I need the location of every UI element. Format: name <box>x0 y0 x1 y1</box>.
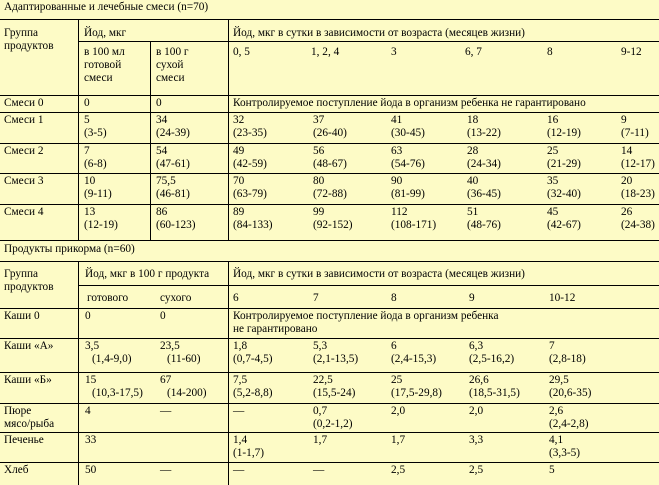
table-cell: (6-8) <box>84 158 107 170</box>
age-header: 9-12 <box>621 46 642 58</box>
rule-horizontal <box>0 261 659 262</box>
table-cell: (7-11) <box>621 127 649 139</box>
table-cell: — <box>160 464 172 476</box>
table-cell: (9-11) <box>84 188 112 200</box>
table-cell: 70 <box>233 175 245 187</box>
rule-horizontal <box>0 95 659 96</box>
row-note: Контролируемое поступление йода в организм ребенка <box>233 310 499 322</box>
row-label: Каши 0 <box>4 310 40 322</box>
table-cell: 0,7 <box>313 405 328 417</box>
rule-vertical <box>78 19 79 240</box>
table-cell: (12-19) <box>547 127 581 139</box>
table-cell: 25 <box>391 374 403 386</box>
table-cell: 26,6 <box>469 374 489 386</box>
row-label: Каши «Б» <box>4 374 52 386</box>
column-header-group: продуктов <box>4 40 54 52</box>
section-title: Адаптированные и лечебные смеси (n=70) <box>4 1 209 13</box>
table-cell: (17,5-29,8) <box>391 387 442 399</box>
table-cell: (15,5-24) <box>313 387 356 399</box>
table-cell: 5 <box>549 464 555 476</box>
table-cell: (11-60) <box>167 353 201 365</box>
rule-horizontal <box>78 41 228 42</box>
table-cell: 89 <box>233 206 245 218</box>
column-header-group: продуктов <box>4 281 54 293</box>
column-header-per-100g: сухой <box>156 59 184 71</box>
table-cell: (12-19) <box>84 219 118 231</box>
table-cell: (30-45) <box>391 127 425 139</box>
table-cell: 9 <box>621 114 627 126</box>
row-label: Смеси 3 <box>4 175 44 187</box>
table-cell: (48-67) <box>313 158 347 170</box>
table-cell: 1,7 <box>313 434 328 446</box>
table-cell: (0,7-4,5) <box>233 353 273 365</box>
table-cell: (24-38) <box>621 219 655 231</box>
table-cell: 5 <box>84 114 90 126</box>
table-cell: 1,4 <box>233 434 248 446</box>
table-cell: 40 <box>467 175 479 187</box>
table-cell: 1,7 <box>391 434 406 446</box>
table-cell: (5,2-8,8) <box>233 387 273 399</box>
row-label: мясо/рыба <box>4 418 55 430</box>
table-cell: 41 <box>391 114 403 126</box>
table-cell: (0,2-1,2) <box>313 418 353 430</box>
age-header: 3 <box>391 46 397 58</box>
row-label: Смеси 2 <box>4 145 44 157</box>
rule-horizontal <box>0 432 659 433</box>
table-cell: 26 <box>621 206 633 218</box>
age-header: 6, 7 <box>465 46 482 58</box>
table-cell: 2,0 <box>469 405 484 417</box>
table-cell: (10,3-17,5) <box>92 387 143 399</box>
row-label: Пюре <box>4 405 32 417</box>
rule-horizontal <box>0 338 659 339</box>
column-header-iodine: Йод, мкг в 100 г продукта <box>85 268 210 280</box>
table-cell: (3-5) <box>84 127 107 139</box>
section-title: Продукты прикорма (n=60) <box>4 243 135 255</box>
table-cell: (2,4-2,8) <box>549 418 589 430</box>
table-cell: 0 <box>85 310 91 322</box>
table-cell: (18,5-31,5) <box>469 387 520 399</box>
table-cell: 80 <box>313 175 325 187</box>
table-cell: (26-40) <box>313 127 347 139</box>
rule-horizontal <box>228 41 659 42</box>
table-cell: (42-67) <box>547 219 581 231</box>
table-cell: (54-76) <box>391 158 425 170</box>
table-cell: 2,5 <box>469 464 484 476</box>
table-cell: 14 <box>621 145 633 157</box>
table-cell: (32-40) <box>547 188 581 200</box>
table-cell: 99 <box>313 206 325 218</box>
table-cell: 1,8 <box>233 340 248 352</box>
column-header-per-100g: в 100 г <box>156 46 189 58</box>
age-header: 1, 2, 4 <box>311 46 340 58</box>
table-cell: 10 <box>84 175 96 187</box>
rule-horizontal <box>0 19 659 20</box>
table-cell: 7 <box>549 340 555 352</box>
column-header-daily: Йод, мкг в сутки в зависимости от возраста (месяцев жизни) <box>233 268 525 280</box>
table-cell: 6,3 <box>469 340 484 352</box>
column-header-ready: готового <box>87 292 129 304</box>
age-header: 9 <box>469 292 475 304</box>
row-label: Смеси 4 <box>4 206 44 218</box>
table-cell: (20,6-35) <box>549 387 592 399</box>
table-cell: 49 <box>233 145 245 157</box>
table-cell: 15 <box>85 374 97 386</box>
table-cell: (12-17) <box>621 158 655 170</box>
table-cell: (18-23) <box>621 188 655 200</box>
rule-vertical <box>228 261 229 485</box>
table-cell: 0 <box>156 97 162 109</box>
rule-horizontal <box>0 240 659 241</box>
column-header-per-100ml: в 100 мл <box>84 46 125 58</box>
column-header-dry: сухого <box>160 292 192 304</box>
table-cell: (63-79) <box>233 188 267 200</box>
table-cell: 63 <box>391 145 403 157</box>
table-cell: (42-59) <box>233 158 267 170</box>
table-cell: — <box>313 464 325 476</box>
table-cell: 35 <box>547 175 559 187</box>
row-note: не гарантировано <box>233 323 318 335</box>
table-cell: 3,3 <box>469 434 484 446</box>
table-cell: — <box>233 405 245 417</box>
table-cell: (72-88) <box>313 188 347 200</box>
table-cell: 2,6 <box>549 405 564 417</box>
table-cell: (2,8-18) <box>549 353 586 365</box>
table-cell: 3,5 <box>85 340 100 352</box>
table-cell: 29,5 <box>549 374 569 386</box>
table-cell: (2,5-16,2) <box>469 353 515 365</box>
table-cell: (14-200) <box>167 387 207 399</box>
table-cell: 5,3 <box>313 340 328 352</box>
table-cell: 0 <box>84 97 90 109</box>
rule-horizontal <box>0 173 659 174</box>
row-label: Каши «А» <box>4 340 54 352</box>
table-cell: 23,5 <box>160 340 180 352</box>
table-cell: (108-171) <box>391 219 437 231</box>
row-label: Смеси 0 <box>4 97 44 109</box>
age-header: 6 <box>233 292 239 304</box>
table-cell: (13-22) <box>467 127 501 139</box>
table-cell: 56 <box>313 145 325 157</box>
table-cell: 33 <box>85 434 97 446</box>
rule-horizontal <box>0 372 659 373</box>
table-cell: 45 <box>547 206 559 218</box>
table-cell: 4,1 <box>549 434 564 446</box>
table-cell: 20 <box>621 175 633 187</box>
row-label: Хлеб <box>4 464 29 476</box>
table-cell: 4 <box>85 405 91 417</box>
table-cell: 16 <box>547 114 559 126</box>
table-cell: 32 <box>233 114 245 126</box>
table-cell: 28 <box>467 145 479 157</box>
column-header-group: Группа <box>4 268 39 280</box>
table-cell: 54 <box>156 145 168 157</box>
column-header-per-100ml: готовой <box>84 59 122 71</box>
row-label: Смеси 1 <box>4 114 44 126</box>
column-header-per-100g: смеси <box>156 72 185 84</box>
table-cell: — <box>233 464 245 476</box>
table-cell: 112 <box>391 206 408 218</box>
table-cell: (46-81) <box>156 188 190 200</box>
rule-vertical <box>228 19 229 240</box>
table-cell: 18 <box>467 114 479 126</box>
table-cell: (81-99) <box>391 188 425 200</box>
table-cell: 34 <box>156 114 168 126</box>
table-cell: 2,0 <box>391 405 406 417</box>
rule-vertical <box>78 261 79 485</box>
age-header: 7 <box>313 292 319 304</box>
table-cell: (1-1,7) <box>233 447 265 459</box>
table-cell: — <box>160 405 172 417</box>
table-cell: 7,5 <box>233 374 248 386</box>
row-note: Контролируемое поступление йода в организм ребенка не гарантировано <box>233 97 586 109</box>
column-header-group: Группа <box>4 27 39 39</box>
table-cell: (1,4-9,0) <box>92 353 132 365</box>
table-cell: 50 <box>85 464 97 476</box>
rule-vertical <box>150 41 151 240</box>
table-cell: (60-123) <box>156 219 196 231</box>
rule-horizontal <box>0 112 659 113</box>
table-cell: (84-133) <box>233 219 273 231</box>
column-header-per-100ml: смеси <box>84 72 113 84</box>
table-cell: (24-34) <box>467 158 501 170</box>
table-cell: 22,5 <box>313 374 333 386</box>
table-cell: (3,3-5) <box>549 447 581 459</box>
rule-horizontal <box>0 143 659 144</box>
table-cell: 51 <box>467 206 479 218</box>
column-header-daily: Йод, мкг в сутки в зависимости от возраста (месяцев жизни) <box>233 27 525 39</box>
rule-horizontal <box>0 462 659 463</box>
table-cell: 86 <box>156 206 168 218</box>
rule-horizontal <box>78 285 659 286</box>
table-cell: (2,1-13,5) <box>313 353 359 365</box>
table-cell: 0 <box>160 310 166 322</box>
row-label: Печенье <box>4 434 44 446</box>
age-header: 8 <box>547 46 553 58</box>
rule-horizontal <box>0 204 659 205</box>
age-header: 8 <box>391 292 397 304</box>
column-header-iodine: Йод, мкг <box>84 27 127 39</box>
table-cell: 37 <box>313 114 325 126</box>
table-cell: 90 <box>391 175 403 187</box>
table-cell: (21-29) <box>547 158 581 170</box>
table-cell: (24-39) <box>156 127 190 139</box>
table-cell: (2,4-15,3) <box>391 353 437 365</box>
table-cell: 13 <box>84 206 96 218</box>
table-cell: (48-76) <box>467 219 501 231</box>
table-cell: (47-61) <box>156 158 190 170</box>
table-cell: 7 <box>84 145 90 157</box>
table-cell: (23-35) <box>233 127 267 139</box>
table-cell: 67 <box>160 374 172 386</box>
table-cell: 2,5 <box>391 464 406 476</box>
table-cell: 75,5 <box>156 175 176 187</box>
age-header: 0, 5 <box>233 46 250 58</box>
rule-horizontal <box>0 308 659 309</box>
age-header: 10-12 <box>549 292 576 304</box>
table-cell: (36-45) <box>467 188 501 200</box>
table-cell: 25 <box>547 145 559 157</box>
rule-horizontal <box>0 403 659 404</box>
table-cell: 6 <box>391 340 397 352</box>
table-cell: (92-152) <box>313 219 353 231</box>
